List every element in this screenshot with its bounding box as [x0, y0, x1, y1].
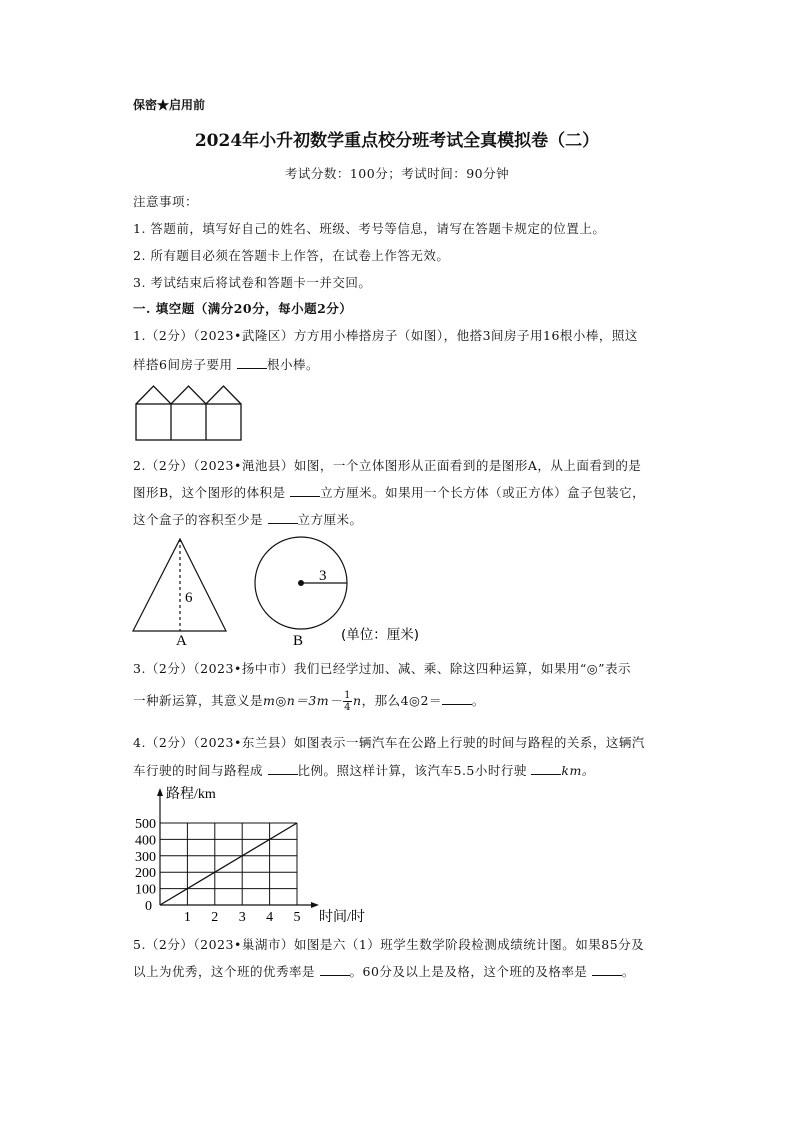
- q4-distance-blank[interactable]: [531, 764, 561, 775]
- confidential-label: 保密★启用前: [133, 98, 206, 112]
- y-tick-label: 100: [135, 882, 156, 898]
- x-tick-label: 5: [293, 910, 301, 925]
- q1-line1: 1.（2分）（2023•武隆区）方方用小棒搭房子（如图），他搭3间房子用16根小棒，照这: [133, 328, 638, 343]
- q2-figures: [130, 535, 440, 650]
- y-tick-label: 400: [135, 833, 156, 849]
- q3-line1: 3.（2分）（2023•扬中市）我们已经学过加、减、乘、除这四种运算，如果用“◎”表示: [133, 661, 632, 676]
- x-tick-label: 4: [266, 910, 274, 925]
- radius-label: 3: [319, 568, 327, 584]
- distance-time-chart: [128, 782, 388, 927]
- q4-proportion-blank[interactable]: [268, 764, 298, 775]
- q2-line1: 2.（2分）（2023•渑池县）如图，一个立体图形从正面看到的是图形A，从上面看到的是: [133, 458, 642, 473]
- q3-answer-blank[interactable]: [442, 694, 472, 705]
- q5-line1: 5.（2分）（2023•巢湖市）如图是六（1）班学生数学阶段检测成绩统计图。如果85分及: [133, 937, 645, 952]
- q1-house-figure: [133, 382, 245, 444]
- q2-capacity-blank[interactable]: [268, 513, 298, 524]
- q5-excellent-rate-blank[interactable]: [320, 965, 350, 976]
- unit-label: (单位：厘米): [341, 627, 420, 643]
- note-item-2: 2. 所有题目必须在答题卡上作答，在试卷上作答无效。: [133, 248, 450, 263]
- q2-line3: 这个盒子的容积至少是 立方厘米。: [133, 512, 363, 527]
- y-tick-label: 300: [135, 849, 156, 865]
- q4-line2: 车行驶的时间与路程成 比例。照这样计算，该汽车5.5小时行驶 km。: [133, 763, 595, 778]
- q4-line1: 4.（2分）（2023•东兰县）如图表示一辆汽车在公路上行驶的时间与路程的关系，这辆汽: [133, 735, 645, 750]
- q5-line2: 以上为优秀，这个班的优秀率是 。60分及以上是及格，这个班的及格率是 。: [133, 964, 635, 979]
- q1-answer-blank[interactable]: [237, 358, 267, 369]
- y-tick-label: 500: [135, 817, 156, 832]
- y-tick-label: 200: [135, 866, 156, 882]
- exam-meta: 考试分数：100分；考试时间：90分钟: [284, 166, 510, 181]
- exam-title: 2024年小升初数学重点校分班考试全真模拟卷（二）: [194, 131, 600, 151]
- y-axis-label: 路程/km: [166, 787, 216, 802]
- x-tick-label: 1: [183, 910, 191, 925]
- q1-line2: 样搭6间房子要用 根小棒。: [133, 357, 319, 372]
- figure-a-label: A: [176, 633, 187, 649]
- circle-center-dot: [298, 580, 304, 586]
- notes-heading: 注意事项：: [133, 194, 199, 209]
- section-heading: 一. 填空题（满分20分，每小题2分）: [133, 301, 353, 316]
- x-axis-label: 时间/时: [319, 910, 365, 925]
- x-tick-label: 2: [211, 910, 219, 925]
- q5-pass-rate-blank[interactable]: [592, 965, 622, 976]
- series-line: [160, 823, 297, 905]
- figure-b-label: B: [293, 633, 304, 649]
- height-label: 6: [185, 590, 193, 606]
- y-axis-arrow: [157, 788, 163, 796]
- x-tick-label: 3: [238, 910, 246, 925]
- q3-formula: m◎n＝3m－: [263, 693, 343, 708]
- q2-line2: 图形B，这个图形的体积是 立方厘米。如果用一个长方体（或正方体）盒子包装它，: [133, 485, 646, 500]
- q3-fraction: $\frac{1}{4}$: [344, 690, 352, 713]
- origin-label: 0: [145, 899, 152, 914]
- q3-line2: 一种新运算，其意义是m◎n＝3m－ $\frac{1}{4}$ n，那么4◎2＝ 。: [133, 690, 485, 713]
- x-axis-arrow: [311, 902, 319, 908]
- note-item-1: 1. 答题前，填写好自己的姓名、班级、考号等信息，请写在答题卡规定的位置上。: [133, 221, 606, 236]
- q2-volume-blank[interactable]: [290, 486, 320, 497]
- note-item-3: 3. 考试结束后将试卷和答题卡一并交回。: [133, 275, 372, 290]
